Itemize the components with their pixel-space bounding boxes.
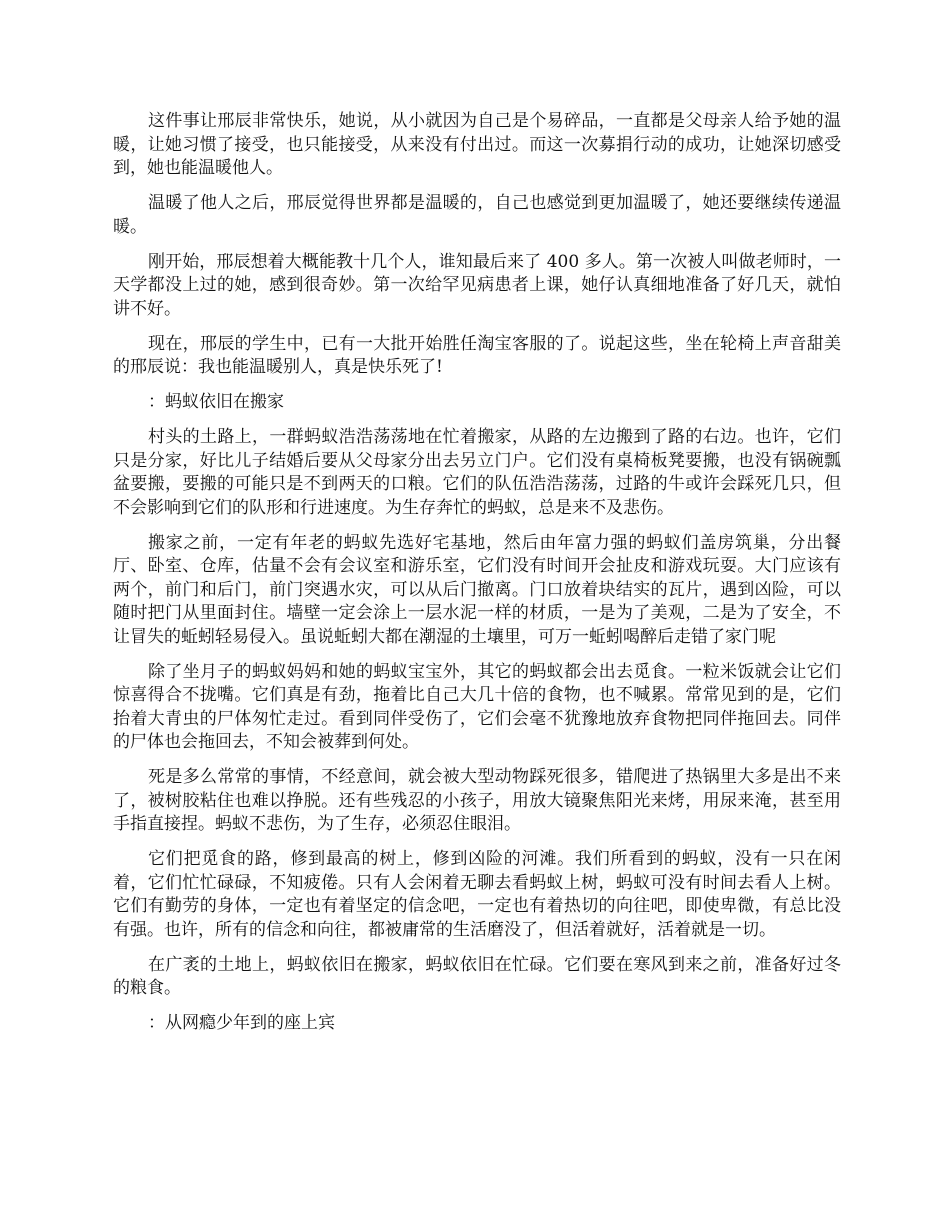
paragraph: 它们把觅食的路，修到最高的树上，修到凶险的河滩。我们所看到的蚂蚁，没有一只在闲着，它们忙忙碌碌，不知疲倦。只有人会闲着无聊去看蚂蚁上树，蚂蚁可没有时间去看人上树。它们有勤劳的身体，一定也有着坚定的信念吧，一定也有着热切的向往吧，即使卑微，有总比没有强。也许，所有的信念和向往，都被庸常的生活磨没了，但活着就好，活着就是一切。 (113, 849, 841, 940)
section-heading: ：从网瘾少年到的座上宾 (148, 1013, 335, 1033)
paragraph: 刚开始，邢辰想着大概能教十几个人，谁知最后来了 400 多人。第一次被人叫做老师时，一天学都没上过的她，感到很奇妙。第一次给罕见病患者上课，她仔认真细地准备了好几天，就怕讲不好。 (113, 251, 841, 319)
paragraph: 除了坐月子的蚂蚁妈妈和她的蚂蚁宝宝外，其它的蚂蚁都会出去觅食。一粒米饭就会让它们惊喜得合不拢嘴。它们真是有劲，拖着比自己大几十倍的食物，也不喊累。常常见到的是，它们抬着大青虫的尸体匆忙走过。看到同伴受伤了，它们会毫不犹豫地放弃食物把同伴拖回去。同伴的尸体也会拖回去，不知会被葬到何处。 (113, 661, 841, 752)
section-heading: ：蚂蚁依旧在搬家 (148, 392, 284, 412)
paragraph: 这件事让邢辰非常快乐，她说，从小就因为自己是个易碎品，一直都是父母亲人给予她的温暖，让她习惯了接受，也只能接受，从来没有付出过。而这一次募捐行动的成功，让她深切感受到，她也能温暖他人。 (113, 111, 841, 178)
paragraph: 搬家之前，一定有年老的蚂蚁先选好宅基地，然后由年富力强的蚂蚁们盖房筑巢，分出餐厅、卧室、仓库，估量不会有会议室和游乐室，它们没有时间开会扯皮和游戏玩耍。大门应该有两个，前门和后门，前门突遇水灾，可以从后门撤离。门口放着块结实的瓦片，遇到凶险，可以随时把门从里面封住。墙壁一定会涂上一层水泥一样的材质，一是为了美观，二是为了安全，不让冒失的蚯蚓轻易侵入。虽说蚯蚓大都在潮湿的土壤里，可万一蚯蚓喝醉后走错了家门呢 (113, 532, 841, 647)
paragraph: 在广袤的土地上，蚂蚁依旧在搬家，蚂蚁依旧在忙碌。它们要在寒风到来之前，准备好过冬的粮食。 (113, 954, 841, 998)
paragraph: 温暖了他人之后，邢辰觉得世界都是温暖的，自己也感觉到更加温暖了，她还要继续传递温暖。 (113, 193, 841, 237)
document-body (113, 110, 841, 1047)
paragraph: 死是多么常常的事情，不经意间，就会被大型动物踩死很多，错爬进了热锅里大多是出不来了，被树胶粘住也难以挣脱。还有些残忍的小孩子，用放大镜聚焦阳光来烤，用尿来淹，甚至用手指直接捏。蚂蚁不悲伤，为了生存，必须忍住眼泪。 (113, 767, 841, 834)
paragraph: 村头的土路上，一群蚂蚁浩浩荡荡地在忙着搬家，从路的左边搬到了路的右边。也许，它们只是分家，好比儿子结婚后要从父母家分出去另立门户。它们没有桌椅板凳要搬，也没有锅碗瓢盆要搬，要搬的可能只是不到两天的口粮。它们的队伍浩浩荡荡，过路的牛或许会踩死几只，但不会影响到它们的队形和行进速度。为生存奔忙的蚂蚁，总是来不及悲伤。 (113, 427, 841, 518)
paragraph: 现在，邢辰的学生中，已有一大批开始胜任淘宝客服的了。说起这些，坐在轮椅上声音甜美的邢辰说：我也能温暖别人，真是快乐死了! (113, 333, 841, 377)
